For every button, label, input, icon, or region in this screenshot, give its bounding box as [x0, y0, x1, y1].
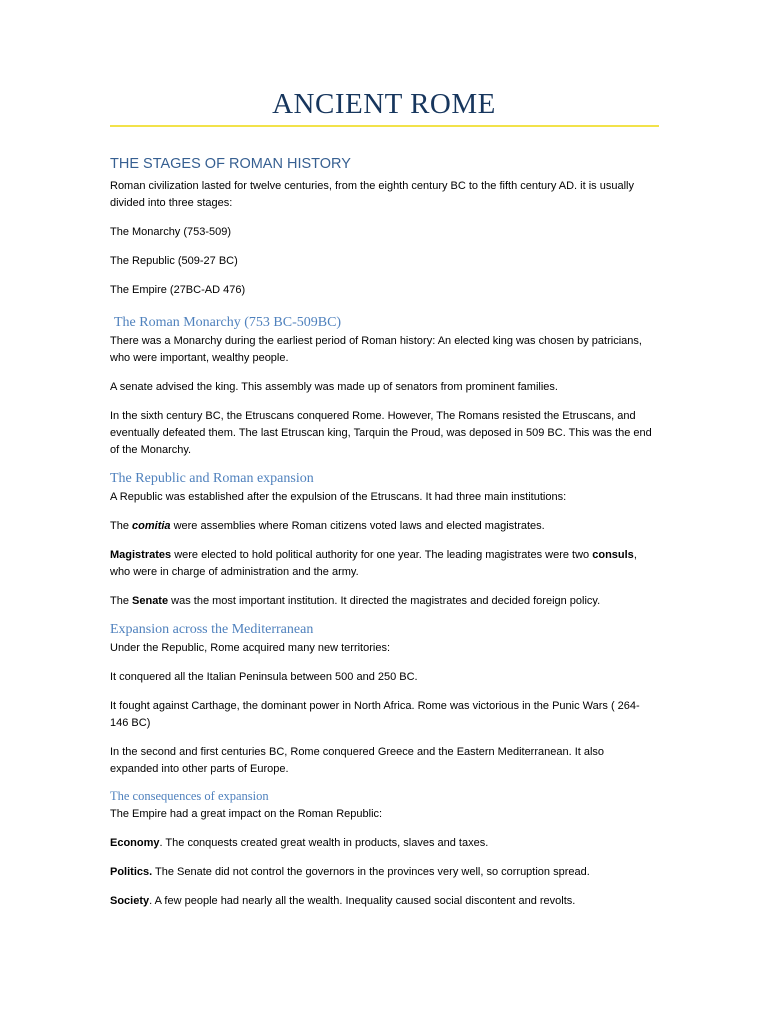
heading-monarchy: The Roman Monarchy (753 BC-509BC)	[114, 315, 342, 330]
text-span: , who were in charge of administration and the army.	[110, 549, 637, 578]
text-span: . The conquests created great wealth in products, slaves and taxes.	[159, 837, 489, 849]
expansion-para-1: Under the Republic, Rome acquired many new territories:	[110, 642, 391, 654]
term-magistrates: Magistrates	[110, 549, 172, 561]
stage-monarchy: The Monarchy (753-509)	[110, 226, 232, 238]
stage-republic: The Republic (509-27 BC)	[110, 255, 238, 267]
monarchy-para-3: In the sixth century BC, the Etruscans conquered Rome. However, The Romans resisted the Etruscans, and eventually defeated them. The last Etruscan king, Tarquin the Proud, was deposed in 509 BC. This was the end of the Monarchy.	[110, 410, 652, 456]
heading-stages: THE STAGES OF ROMAN HISTORY	[110, 156, 351, 172]
term-economy: Economy	[110, 837, 160, 849]
monarchy-para-2: A senate advised the king. This assembly was made up of senators from prominent families.	[110, 381, 558, 393]
document-body	[110, 155, 655, 922]
consequence-politics	[110, 864, 655, 881]
document-title: ANCIENT ROME	[272, 88, 496, 120]
consequence-economy	[110, 835, 655, 852]
term-senate: Senate	[132, 595, 169, 607]
stage-empire: The Empire (27BC-AD 476)	[110, 284, 246, 296]
republic-comitia	[110, 518, 655, 535]
republic-para-1: A Republic was established after the expulsion of the Etruscans. It had three main institutions:	[110, 491, 567, 503]
heading-consequences: The consequences of expansion	[110, 789, 269, 803]
text-span: was the most important institution. It directed the magistrates and decided foreign policy.	[168, 595, 601, 607]
term-consuls: consuls	[592, 549, 634, 561]
text-span: . A few people had nearly all the wealth. Inequality caused social discontent and revolts.	[149, 895, 576, 907]
expansion-para-3: It fought against Carthage, the dominant power in North Africa. Rome was victorious in the Punic Wars ( 264-146 BC)	[110, 700, 640, 729]
consequences-para-1: The Empire had a great impact on the Roman Republic:	[110, 808, 383, 820]
consequence-society	[110, 893, 655, 910]
expansion-para-2: It conquered all the Italian Peninsula between 500 and 250 BC.	[110, 671, 418, 683]
text-span: were assemblies where Roman citizens voted laws and elected magistrates.	[170, 520, 545, 532]
term-politics: Politics.	[110, 866, 153, 878]
republic-magistrates	[110, 547, 655, 581]
stages-intro: Roman civilization lasted for twelve centuries, from the eighth century BC to the fifth century AD. it is usually divided into three stages:	[110, 180, 634, 209]
expansion-para-4: In the second and first centuries BC, Rome conquered Greece and the Eastern Mediterranean. It also expanded into other parts of Europe.	[110, 746, 605, 775]
monarchy-para-1: There was a Monarchy during the earliest period of Roman history: An elected king was chosen by patricians, who were important, wealthy people.	[110, 335, 642, 364]
text-span: were elected to hold political authority for one year. The leading magistrates were two	[171, 549, 593, 561]
title-underline	[110, 125, 659, 127]
text-span: The	[110, 595, 133, 607]
term-society: Society	[110, 895, 150, 907]
heading-republic: The Republic and Roman expansion	[110, 471, 314, 486]
term-comitia: comitia	[132, 520, 171, 532]
republic-senate	[110, 593, 655, 610]
text-span: The Senate did not control the governors in the provinces very well, so corruption spread.	[152, 866, 590, 878]
text-span: The	[110, 520, 133, 532]
heading-expansion: Expansion across the Mediterranean	[110, 622, 314, 637]
